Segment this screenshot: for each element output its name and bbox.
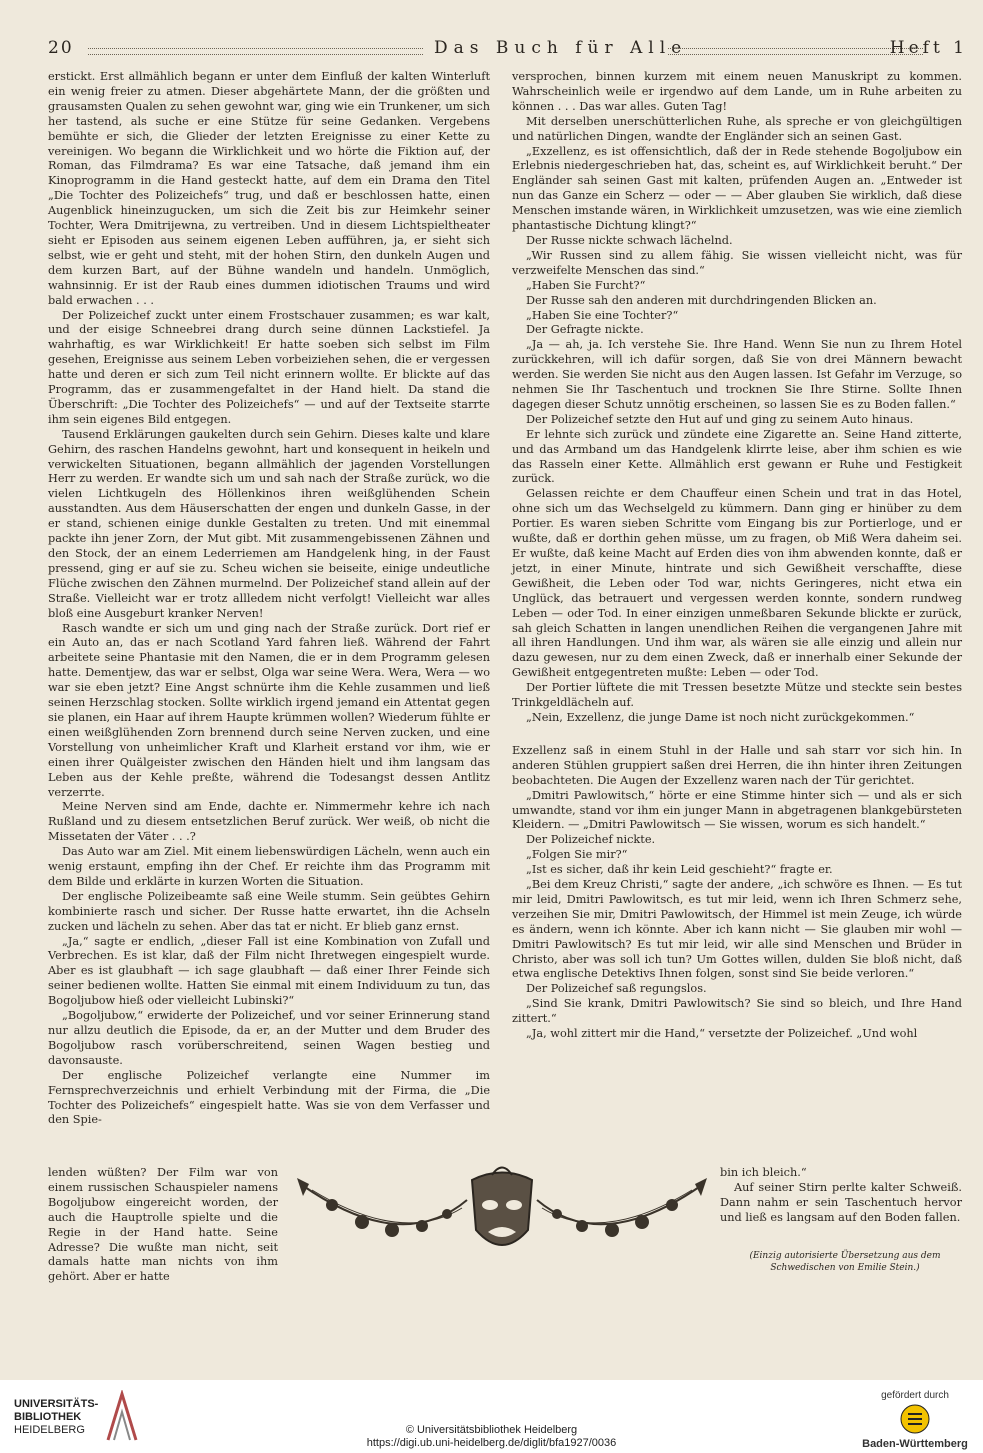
copyright-text: © Universitätsbibliothek Heidelberg: [405, 1424, 578, 1436]
paragraph: Der englische Polizeibeamte saß eine Weile stumm. Sein geübtes Gehirn kombinierte rasch und sicher. Der Russe hatte erwartet, ihn die Achseln zucken und lächeln zu sehen. Aber das tat er nicht. Er blieb ganz ernst.: [48, 889, 490, 933]
paragraph: „Ist es sicher, daß ihr kein Leid geschieht?“ fragte er.: [526, 863, 833, 877]
paragraph: lenden wüßten? Der Film war von einem russischen Schauspieler namens Bogoljubow eingereicht worden, der auch die Hauptrolle spielte und die Regie in der Hand hatte. Seine Adresse? Die wußte man nicht, seit damals hatte man nichts von ihm gehört. Aber er hatte: [48, 1166, 278, 1284]
paragraph: „Haben Sie Furcht?“: [526, 278, 646, 292]
paragraph: versprochen, binnen kurzem mit einem neuen Manuskript zu kommen. Wahrscheinlich weile er irgendwo auf dem Lande, um in Ruhe arbeiten zu können . . . Das war alles. Guten Tag!: [512, 70, 962, 113]
translation-credit: (Einzig autorisierte Übersetzung aus dem Schwedischen von Emilie Stein.): [749, 1251, 941, 1273]
left-column: [48, 70, 490, 1128]
paragraph: Der Polizeichef setzte den Hut auf und ging zu seinem Auto hinaus.: [526, 412, 914, 426]
paragraph: bin ich bleich.“: [720, 1166, 807, 1179]
paragraph: „Exzellenz, es ist offensichtlich, daß der in Rede stehende Bogoljubow ein Erlebnis niedergeschrieben hat, das, scheint es, auf Wirklichkeit beruht.“ Der Engländer sah seinen Gast mit kalten, prüfenden Augen an. „Entweder ist nun das Ganze ein Scherz — oder — — Aber glauben Sie wirklich, daß diese Menschen imstande wären, in Wirklichkeit umzusetzen, was wie eine ziemlich phantastische Dichtung klingt?“: [512, 144, 962, 233]
right-column: [512, 70, 962, 1042]
page-header: [48, 38, 968, 62]
paragraph: Gelassen reichte er dem Chauffeur einen Schein und trat in das Hotel, ohne sich um das Wechselgeld zu kümmern. Dann ging er hinüber zu dem Portier. Es waren sieben Schritte vom Eingang bis zur Portierloge, und er wußte, daß er dorthin gehen müsse, um zu fragen, ob Miß Wera daheim sei. Er wußte, daß keine Macht auf Erden dies von ihm abwenden konnte, daß er jetzt, in einer Minute, hintrate und sich Gewißheit verschaffte, diese Gewißheit, die Leben oder Tod war, nichts Geringeres, nicht etwa ein Unglück, das betrauert und vergessen werden konnte, sondern rundweg Leben — oder Tod. In einer einzigen unmeßbaren Sekunde blickte er zurück, sah gleich Schatten in langen unendlichen Reihen die vergangenen Jahre mit all ihren Handlungen. Und ihm war, als wären sie alle einzig und allein nur dazu gewesen, nur zu dem einen Zweck, daß er innerhalb einer Sekunde der Gewißheit entgegentreten mußte: Leben — oder Tod.: [512, 487, 962, 680]
paragraph: „Ja — ah, ja. Ich verstehe Sie. Ihre Hand. Wenn Sie nun zu Ihrem Hotel zurückkehren, will ich dafür sorgen, daß Sie von drei Männern bewacht werden. Sie werden Sie nicht aus den Augen lassen. Ist Gefahr im Verzuge, so nehmen Sie Ihr Taschentuch und trocknen Sie Ihre Stirne. Sollte Ihnen dagegen dieser Schutz unnötig erscheinen, so lassen Sie es zu Boden fallen.“: [512, 338, 962, 411]
page-number: 20: [48, 38, 74, 58]
paragraph: Rasch wandte er sich um und ging nach der Straße zurück. Dort rief er ein Auto an, das er nach Scotland Yard fahren ließ. Während der Fahrt arbeitete seine Phantasie mit den Namen, die er in dem Programm gelesen hatte. Dementjew, das war er selbst, Olga war seine Wera. Wera, Wera — wo war sie eben jetzt? Eine Angst schnürte ihm die Kehle zusammen und ließ seinen Herzschlag stocken. Sollte wirklich irgend jemand ein Attentat gegen sie planen, ein Haar auf ihrem Haupte krümmen wollen? Wiederum fühlte er einen weißglühenden Zorn brennend durch seine Nerven zucken, und eine Vorstellung von unheimlicher Kraft und Klarheit erstand vor ihm, wie er einen ihrer Quälgeister zwischen den Händen hielt und ihm langsam das Leben aus der Kehle preßte, während die Todesangst dessen Antlitz verzerrte.: [48, 621, 490, 799]
paragraph: Auf seiner Stirn perlte kalter Schweiß. Dann nahm er sein Taschentuch hervor und ließ es langsam auf den Boden fallen.: [720, 1180, 962, 1224]
paragraph: „Folgen Sie mir?“: [526, 848, 628, 862]
journal-title: Das Buch für Alle: [434, 38, 688, 58]
paragraph: Der Polizeichef zuckt unter einem Frostschauer zusammen; es war kalt, und der eisige Schneebrei drang durch seine dünnen Lackstiefel. Ja wahrhaftig, es war Wirklichkeit! Er hatte soeben sich selbst im Film gesehen, Ereignisse aus seinem Leben vorbeiziehen sehen, die er vergessen hatte und deren er sich zum Teil nicht erinnern wollte. Er blickte auf das Programm, das er zusammengefaltet in der Hand hielt. Da stand die Überschrift: „Die Tochter des Polizeichefs“ — und auf der Textseite starrte ihm sein eigenes Bild entgegen.: [48, 308, 490, 426]
paragraph: „Haben Sie eine Tochter?“: [526, 308, 679, 322]
header-ornament-right: [668, 48, 923, 55]
left-column-tail: [48, 1166, 278, 1285]
permalink[interactable]: https://digi.ub.uni-heidelberg.de/diglit/bfa1927/0036: [366, 1437, 617, 1449]
paragraph: „Bei dem Kreuz Christi,“ sagte der andere, „ich schwöre es Ihnen. — Es tut mir leid, Dmitri Pawlowitsch, es tut mir leid, wenn ich Ihren Schmerz sehe, verzeihen Sie mir, Dmitri Pawlowitsch, der Himmel ist mein Zeuge, ich würde es ändern, wenn ich könnte. Aber ich kann nicht — Sie glauben mir wohl — Dmitri Pawlowitsch? Es tut mir leid, wir alle sind Menschen und Brüder in Christo, aber was soll ich tun? Um Gottes willen, dulden Sie bloß nicht, daß etwa englische Detektivs Ihnen folgen, sonst sind Sie beide verloren.“: [512, 878, 962, 981]
paragraph: „Sind Sie krank, Dmitri Pawlowitsch? Sie sind so bleich, und Ihre Hand zittert.“: [512, 997, 962, 1026]
funded-by-label: gefördert durch: [881, 1390, 949, 1401]
footer-bar: [0, 1380, 983, 1453]
paragraph: Der Russe sah den anderen mit durchdringenden Blicken an.: [526, 293, 877, 307]
library-line-1: UNIVERSITÄTS-: [14, 1398, 99, 1410]
paragraph: erstickt. Erst allmählich begann er unter dem Einfluß der kalten Winterluft ein wenig freier zu atmen. Dieser abgehärtete Mann, der die größten und grausamsten Qualen zu sehen gewohnt war, ging wie ein Trunkener, um sich her tastend, als suche er eine Stütze für seine Gedanken. Vergebens bemühte er sich, die Glieder der letzten Ereignisse zu einer Kette zu vereinigen. Wo begann die Wirklichkeit und wo hörte die Fiktion auf, der Roman, das Filmdrama? Es war eine Tatsache, daß jemand ihm ein Kinoprogramm in die Hand gesteckt hatte, auf dem ein Drama den Titel „Die Tochter des Polizeichefs“ trug, und daß er beschlossen hatte, einen Augenblick hineinzugucken, um sich die Zeit bis zur Heimkehr seiner Tochter, Wera Dmitrijewna, zu vertreiben. Und in diesem Lichtspieltheater sieht er Episoden aus seinem eigenen Leben aufführen, ja, er sieht sich selbst, wie er geht und steht, mit der hohen Stirn, den dunkeln Augen und dem kurzen Bart, auf der Bühne wandeln und handeln. Unmöglich, wahnsinnig. Er ist der Raub eines dummen idiotischen Traums und wird bald erwachen . . .: [48, 70, 490, 307]
right-column-tail: [720, 1166, 962, 1226]
library-mark-icon: [104, 1390, 140, 1442]
funding-notice: [850, 1390, 980, 1450]
library-line-3: HEIDELBERG: [14, 1424, 85, 1436]
mask-garland-vignette-icon: [292, 1160, 712, 1270]
paragraph: „Bogoljubow,“ erwiderte der Polizeichef, und vor seiner Erinnerung stand nur allzu deutlich die Episode, da er, an der Mutter und dem Bruder des Bogoljubow rasch vorüberschreitend, seinen Wagen bestieg und davonsauste.: [48, 1009, 490, 1067]
paragraph: „Ja,“ sagte er endlich, „dieser Fall ist eine Kombination von Zufall und Verbrechen. Es ist klar, daß der Film nicht Ihretwegen eingespielt wurde. Aber es ist glaubhaft — ich sage glaubhaft — daß einer Ihrer Feinde sich seiner bedienen wollte. Hatten Sie einmal mit einem Individuum zu tun, das Bogoljubow hieß oder vielleicht Lubinski?“: [48, 934, 490, 1008]
header-ornament-left: [88, 48, 423, 55]
paragraph-dropcap: Exzellenz saß in einem Stuhl in der Halle und sah starr vor sich hin. In anderen Stühlen gruppiert saßen drei Herren, die ihn hinter ihren Zeitungen beobachteten. Die Augen der Exzellenz waren nach der Tür gerichtet.: [512, 743, 962, 787]
state-name: Baden-Württemberg: [862, 1438, 968, 1450]
paragraph: „Ja, wohl zittert mir die Hand,“ versetzte der Polizeichef. „Und wohl: [526, 1027, 918, 1041]
paragraph: „Dmitri Pawlowitsch,“ hörte er eine Stimme hinter sich — und als er sich umwandte, stand vor ihm ein junger Mann in abgetragenen blankgebürsteten Kleidern. — „Dmitri Pawlowitsch — Sie wissen, worum es sich handelt.“: [512, 788, 962, 832]
state-coat-of-arms-icon: [900, 1404, 930, 1434]
library-logo[interactable]: [14, 1398, 114, 1437]
paragraph: Der Polizeichef saß regungslos.: [526, 982, 707, 996]
paragraph: Der Gefragte nickte.: [526, 323, 644, 337]
paragraph: Meine Nerven sind am Ende, dachte er. Nimmermehr kehre ich nach Rußland und zu diesem entsetzlichen Beruf zurück. Wer weiß, ob nicht die Missetaten der Väter . . .?: [48, 800, 490, 844]
paragraph: Er lehnte sich zurück und zündete eine Zigarette an. Seine Hand zitterte, und das Armband um das Handgelenk klirrte leise, aber ihm schien es wie das Rasseln einer Kette. Allmählich erst gewann er Ruhe und Festigkeit zurück.: [512, 427, 962, 486]
paragraph: Der Russe nickte schwach lächelnd.: [526, 233, 733, 247]
paragraph: Der englische Polizeichef verlangte eine Nummer im Fernsprechverzeichnis und erhielt Verbindung mit der Firma, die „Die Tochter des Polizeichefs“ eingespielt hatte. Was sie von dem Verfasser und den Spie-: [48, 1068, 490, 1127]
paragraph: Der Portier lüftete die mit Tressen besetzte Mütze und steckte sein bestes Trinkgeldlächeln auf.: [512, 681, 962, 710]
paragraph: Tausend Erklärungen gaukelten durch sein Gehirn. Dieses kalte und klare Gehirn, des raschen Handelns gewohnt, hart und konsequent in heikeln und verwickelten Situationen, begann allmählich der jagenden Vorstellungen Herr zu werden. Er wandte sich um und sah nach der Straße zurück, wo die vielen Lichtkugeln des Höllenkinos ihren weißglühenden Schein ausstandten. Aus dem Häuserschatten der engen und dunkeln Gasse, in der er stand, schienen einige dunkle Gestalten zu treten. Und mit einemmal packte ihn jener Zorn, der Mut gibt. Mit zusammengebissenen Zähnen und den Stock, der an einem Lederriemen am Handgelenk hing, in der Faust pressend, ging er auf sie zu. Scheu wichen sie beiseite, einige undeutliche Flüche zwischen den Zähnen murmelnd. Der Polizeichef stand allein auf der Straße. Vielleicht war er trotz allledem nicht verfolgt! Vielleicht war alles bloß eine Ausgeburt kranker Nerven!: [48, 427, 490, 620]
paragraph: Das Auto war am Ziel. Mit einem liebenswürdigen Lächeln, wenn auch ein wenig erstaunt, empfing ihn der Chef. Er reichte ihm das Programm mit dem Bilde und erklärte in kurzen Worten die Situation.: [48, 845, 490, 888]
paragraph: „Nein, Exzellenz, die junge Dame ist noch nicht zurückgekommen.“: [526, 710, 915, 724]
footer-center: [260, 1424, 723, 1450]
library-line-2: BIBLIOTHEK: [14, 1411, 82, 1423]
issue-label: Heft 1: [889, 38, 968, 58]
paragraph: Der Polizeichef nickte.: [526, 833, 656, 847]
section-break: [512, 726, 962, 744]
paragraph: „Wir Russen sind zu allem fähig. Sie wissen vielleicht nicht, was für verzweifelte Menschen das sind.“: [512, 248, 962, 277]
paragraph: Mit derselben unerschütterlichen Ruhe, als spreche er von gleichgültigen und natürlichen Dingen, wandte der Engländer sich an seinen Gast.: [512, 114, 962, 143]
